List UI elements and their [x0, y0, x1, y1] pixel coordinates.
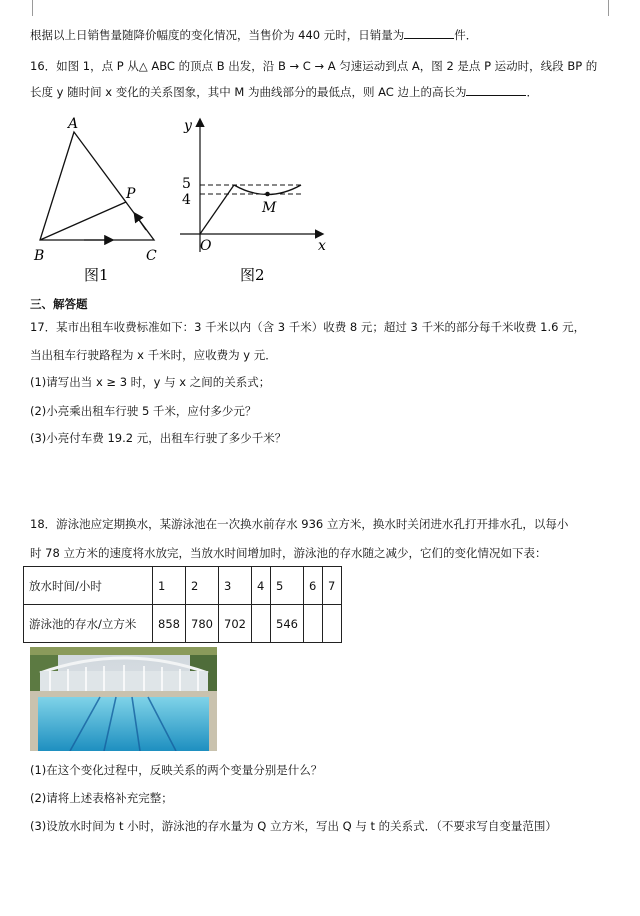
table-cell-blank[interactable] [323, 605, 342, 643]
table-cell: 3 [219, 567, 252, 605]
table-cell-blank[interactable] [252, 605, 271, 643]
label-y: y [184, 118, 192, 134]
crop-mark-right [608, 0, 619, 16]
label-4: 4 [182, 192, 191, 208]
table-header-water: 游泳池的存水/立方米 [24, 605, 153, 643]
label-c: C [146, 248, 157, 264]
q18-line2: 时 78 立方米的速度将水放完，当放水时间增加时，游泳池的存水随之减少，它们的变化情况如下表： [30, 546, 547, 560]
arrow-ca [135, 214, 146, 230]
label-a: A [68, 116, 79, 132]
q16-line2-end: ． [526, 85, 538, 99]
data-table [23, 566, 342, 643]
crop-mark-left [22, 0, 33, 16]
q16-line1: 16．如图 1，点 P 从△ ABC 的顶点 B 出发，沿 B → C → A 匀速运动到点 A，图 2 是点 P 运动时，线段 BP 的 [30, 59, 598, 73]
figure-2 [170, 112, 340, 292]
q16-line2-text: 长度 y 随时间 x 变化的关系图象，其中 M 为曲线部分的最低点，则 AC 边上的高长为 [30, 85, 467, 99]
table-cell: 7 [323, 567, 342, 605]
header-text: 根据以上日销售量随降价幅度的变化情况，当售价为 440 元时，日销量为 [30, 28, 405, 42]
q17-sub3: (3)小亮付车费 19.2 元，出租车行驶了多少千米？ [30, 431, 287, 445]
figure-1 [28, 112, 178, 292]
table-cell: 5 [271, 567, 304, 605]
q18-sub3: (3)设放水时间为 t 小时，游泳池的存水量为 Q 立方米，写出 Q 与 t 的关系式．（不要求写自变量范围） [30, 819, 557, 833]
q17-line1: 17．某市出租车收费标准如下：3 千米以内（含 3 千米）收费 8 元；超过 3 千米的部分每千米收费 1.6 元， [30, 320, 586, 334]
table-cell: 780 [186, 605, 219, 643]
point-m [265, 192, 270, 197]
section-title: 三、解答题 [30, 297, 88, 311]
segment-bp [40, 202, 126, 240]
table-cell: 4 [252, 567, 271, 605]
q17-sub1: (1)请写出当 x ≥ 3 时，y 与 x 之间的关系式； [30, 375, 271, 389]
table-cell: 858 [153, 605, 186, 643]
header-line [30, 27, 477, 43]
label-m: M [262, 200, 277, 216]
label-5: 5 [182, 176, 191, 192]
header-end: 件． [454, 28, 478, 42]
table-cell: 1 [153, 567, 186, 605]
table-row-water [24, 605, 342, 643]
pool-photo [30, 647, 217, 751]
label-o: O [200, 238, 212, 254]
label-x: x [318, 238, 326, 254]
table-cell-blank[interactable] [304, 605, 323, 643]
figure-1-caption: 图1 [84, 266, 109, 284]
q18-sub1: (1)在这个变化过程中，反映关系的两个变量分别是什么？ [30, 763, 323, 777]
triangle-abc [40, 132, 154, 240]
label-b: B [34, 248, 45, 264]
table-cell: 546 [271, 605, 304, 643]
graph-line-segment [200, 185, 234, 234]
label-p: P [126, 186, 136, 202]
answer-blank-1[interactable] [404, 27, 454, 39]
figure-2-caption: 图2 [240, 266, 265, 284]
table-row-time [24, 567, 342, 605]
table-header-time: 放水时间/小时 [24, 567, 153, 605]
q17-line2: 当出租车行驶路程为 x 千米时，应收费为 y 元． [30, 348, 277, 362]
q18-line1: 18．游泳池应定期换水，某游泳池在一次换水前存水 936 立方米，换水时关闭进水孔打开排水孔，以每小 [30, 517, 569, 531]
answer-blank-2[interactable] [466, 84, 526, 96]
q17-sub2: (2)小亮乘出租车行驶 5 千米，应付多少元？ [30, 404, 257, 418]
q16-line2 [30, 84, 538, 100]
table-cell: 6 [304, 567, 323, 605]
table-cell: 702 [219, 605, 252, 643]
table-cell: 2 [186, 567, 219, 605]
q18-sub2: (2)请将上述表格补充完整； [30, 791, 173, 805]
